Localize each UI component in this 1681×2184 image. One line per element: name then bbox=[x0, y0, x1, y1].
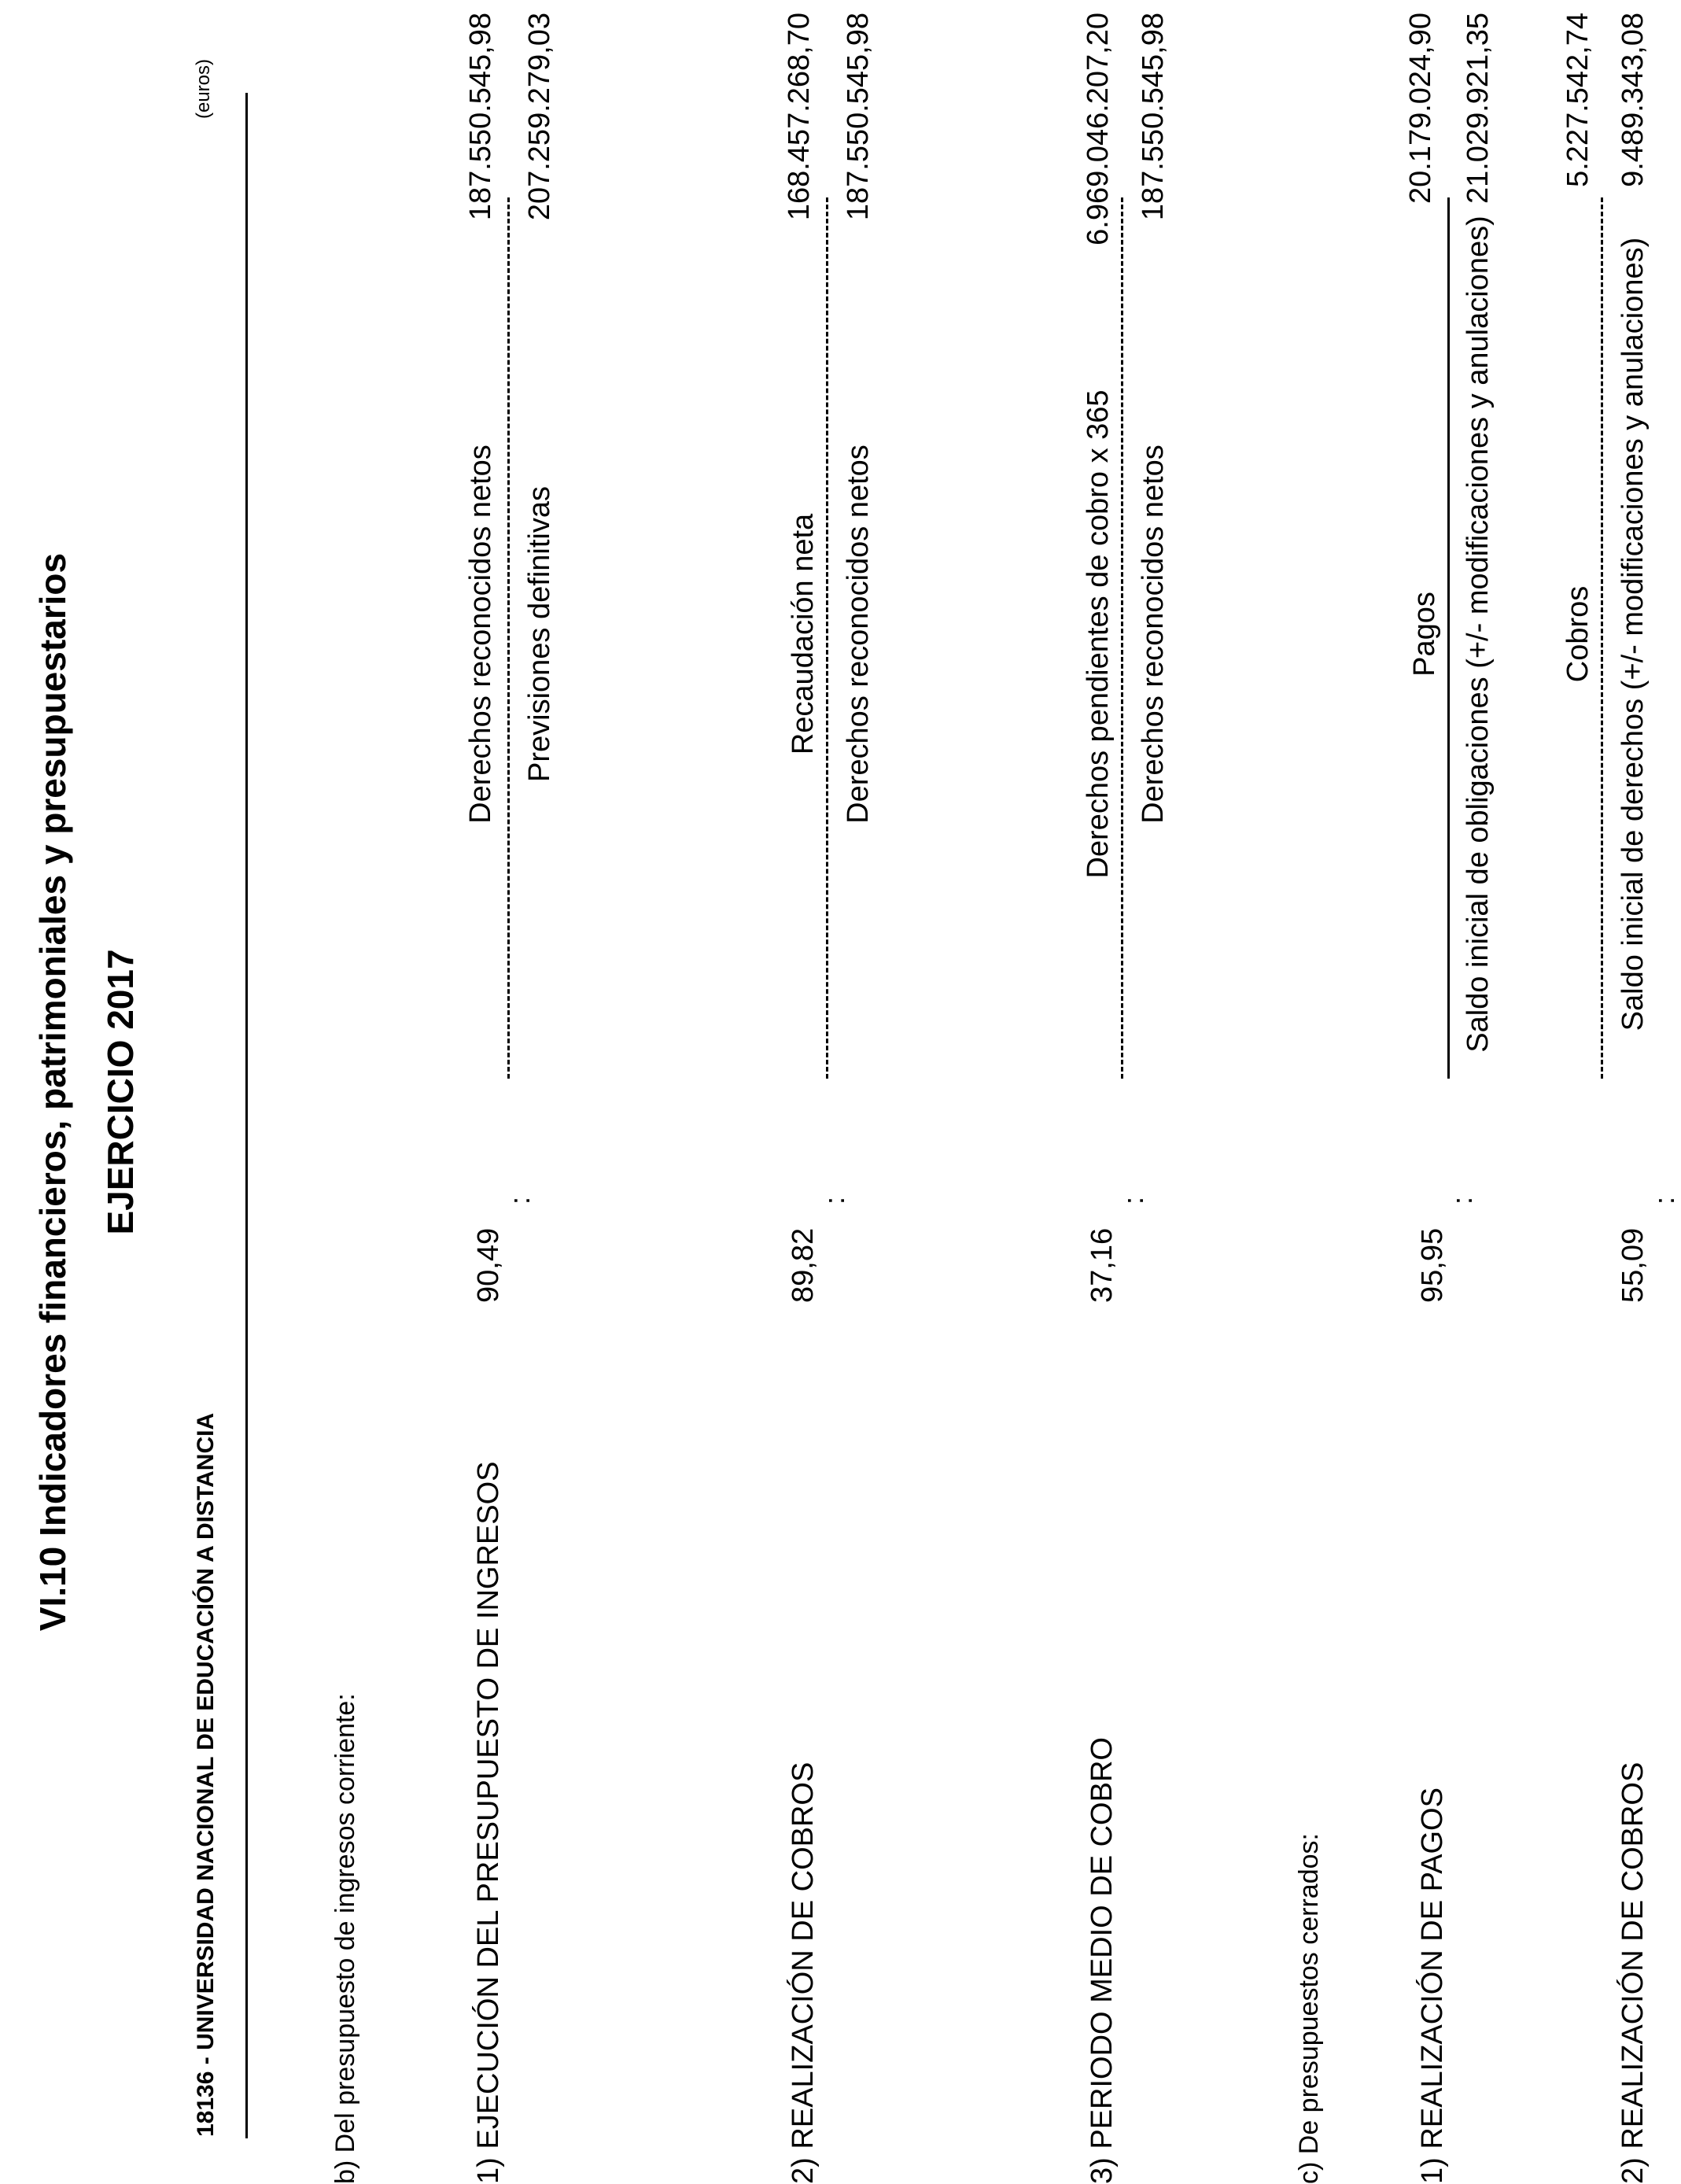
fraction-divider bbox=[1447, 197, 1450, 1079]
fraction-denominator: Saldo inicial de obligaciones (+/- modificaciones y anulaciones) bbox=[1462, 216, 1495, 1053]
indicator-value: 55,09 bbox=[1616, 1227, 1650, 1303]
denominator-amount: 207.259.279,03 bbox=[523, 13, 556, 221]
units-label: (euros) bbox=[193, 58, 214, 119]
header-rule bbox=[245, 93, 248, 2138]
fraction-numerator: Pagos bbox=[1408, 592, 1441, 677]
fraction-numerator: Recaudación neta bbox=[787, 513, 820, 755]
fraction-denominator: Derechos reconocidos netos bbox=[1137, 445, 1170, 824]
indicator-label: 2) REALIZACIÓN DE COBROS bbox=[1616, 1762, 1650, 2184]
fraction-numerator: Derechos pendientes de cobro x 365 bbox=[1082, 389, 1115, 879]
indicator-label: 1) REALIZACIÓN DE PAGOS bbox=[1416, 1787, 1449, 2184]
fraction-numerator: Derechos reconocidos netos bbox=[464, 445, 497, 824]
indicator-value: 37,16 bbox=[1086, 1227, 1119, 1303]
indicator-value: 89,82 bbox=[787, 1227, 820, 1303]
numerator-amount: 187.550.545,98 bbox=[464, 13, 497, 221]
indicator-separator: : bbox=[1446, 1196, 1478, 1205]
section-heading-b: b) Del presupuesto de ingresos corriente: bbox=[330, 1693, 360, 2184]
numerator-amount: 5.227.542,74 bbox=[1561, 13, 1594, 187]
numerator-amount: 20.179.024,90 bbox=[1404, 13, 1437, 205]
indicator-separator: : bbox=[1117, 1196, 1149, 1205]
fraction-numerator: Cobros bbox=[1561, 585, 1594, 683]
indicator-separator: : bbox=[1648, 1196, 1680, 1205]
report-title: VI.10 Indicadores financieros, patrimoniales y presupuestarios bbox=[32, 552, 73, 1632]
indicator-value: 90,49 bbox=[472, 1227, 505, 1303]
entity-name: 18136 - UNIVERSIDAD NACIONAL DE EDUCACIÓN A DISTANCIA bbox=[193, 1412, 219, 2137]
indicator-value: 95,95 bbox=[1416, 1227, 1449, 1303]
indicator-separator: : bbox=[818, 1196, 850, 1205]
denominator-amount: 21.029.921,35 bbox=[1462, 13, 1495, 205]
fraction-denominator: Saldo inicial de derechos (+/- modificaciones y anulaciones) bbox=[1616, 237, 1650, 1031]
section-heading-c: c) De presupuestos cerrados: bbox=[1294, 1833, 1324, 2184]
fraction-denominator: Derechos reconocidos netos bbox=[842, 445, 875, 824]
numerator-amount: 168.457.268,70 bbox=[783, 13, 816, 221]
fraction-denominator: Previsiones definitivas bbox=[523, 486, 556, 782]
fraction-divider bbox=[1121, 197, 1123, 1079]
indicator-separator: : bbox=[503, 1196, 536, 1205]
indicator-label: 1) EJECUCIÓN DEL PRESUPUESTO DE INGRESOS bbox=[472, 1461, 505, 2184]
report-year: EJERCICIO 2017 bbox=[100, 949, 141, 1235]
indicator-label: 2) REALIZACIÓN DE COBROS bbox=[787, 1762, 820, 2184]
indicator-label: 3) PERIODO MEDIO DE COBRO bbox=[1086, 1737, 1119, 2184]
numerator-amount: 6.969.046.207,20 bbox=[1082, 13, 1115, 245]
fraction-divider bbox=[826, 197, 828, 1079]
denominator-amount: 9.489.343,08 bbox=[1616, 13, 1650, 187]
denominator-amount: 187.550.545,98 bbox=[1137, 13, 1170, 221]
denominator-amount: 187.550.545,98 bbox=[842, 13, 875, 221]
fraction-divider bbox=[1601, 197, 1603, 1079]
fraction-divider bbox=[507, 197, 510, 1079]
